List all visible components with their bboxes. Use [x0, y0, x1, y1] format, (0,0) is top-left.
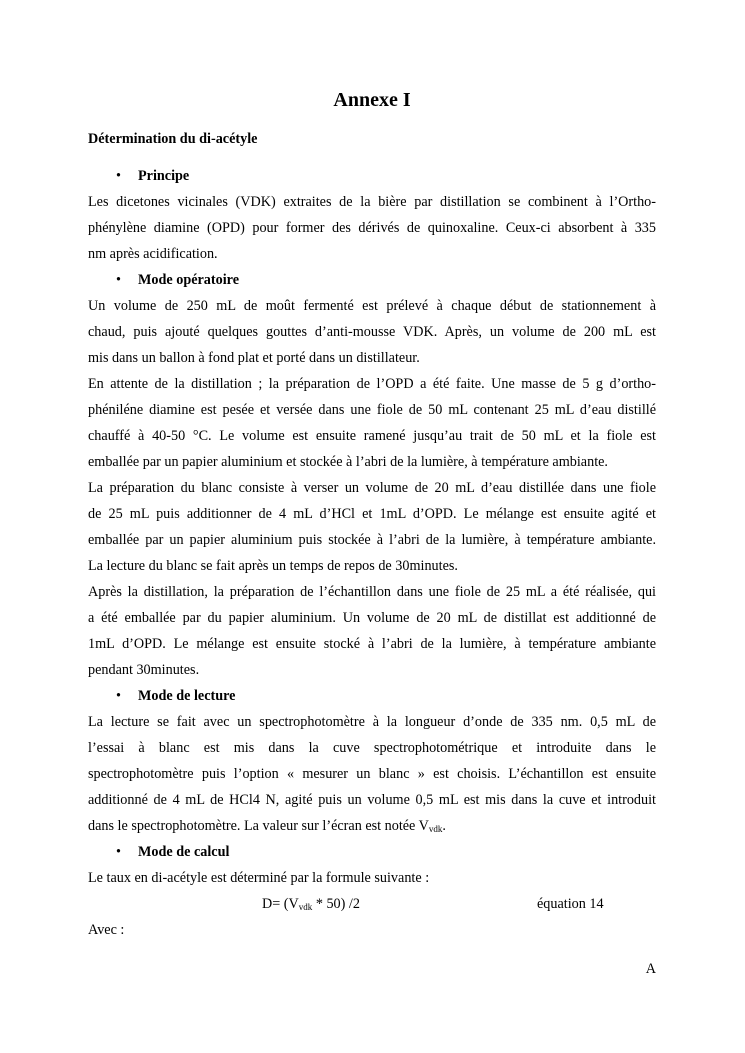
bullet-heading-text: Mode de calcul — [138, 844, 230, 860]
text-line: 1mL d’OPD. Le mélange est ensuite stocké à l’abri de la lumière, à température ambiante — [88, 636, 656, 652]
paragraph — [88, 579, 656, 683]
equation-formula — [262, 891, 360, 917]
paragraph — [88, 709, 656, 839]
formula-prefix: D= (V — [262, 896, 299, 912]
bullet-heading-text: Mode opératoire — [138, 272, 239, 288]
paragraph — [88, 189, 656, 267]
text-line: nm après acidification. — [88, 246, 218, 262]
document-body — [88, 163, 656, 891]
bullet-heading — [88, 839, 656, 865]
text-line: a été emballée par du papier aluminium. Un volume de 20 mL de distillat est additionné de — [88, 610, 656, 626]
paragraph — [88, 371, 656, 475]
text-line: chauffé à 40-50 °C. Le volume est ensuite ramené jusqu’au trait de 50 mL et la fiole est — [88, 428, 656, 444]
text-line: pendant 30minutes. — [88, 662, 200, 678]
page-number: A — [645, 961, 656, 977]
text-line: phéniléne diamine est pesée et versée dans une fiole de 50 mL contenant 25 mL d’eau distillé — [88, 402, 656, 418]
formula-subscript: vdk — [298, 902, 313, 912]
bullet-heading — [88, 163, 656, 189]
paragraph — [88, 865, 656, 891]
bullet-heading — [88, 267, 656, 293]
avec-label: Avec : — [88, 922, 125, 938]
bullet-heading — [88, 683, 656, 709]
formula-suffix: * 50) /2 — [312, 896, 360, 912]
text-line: chaud, puis ajouté quelques gouttes d’anti-mousse VDK. Après, un volume de 200 mL est — [88, 324, 656, 340]
subscript: vdk — [428, 824, 443, 834]
bullet-icon: • — [116, 272, 121, 288]
document-page — [88, 87, 656, 982]
text-line: emballée par un papier aluminium puis stockée à l’abri de la lumière, à température ambiante. — [88, 532, 656, 548]
text-line: l’essai à blanc est mis dans la cuve spectrophotométrique et introduite dans le — [88, 740, 656, 756]
text-line: Les dicetones vicinales (VDK) extraites de la bière par distillation se combinent à l’Ortho- — [88, 194, 656, 210]
text-line: Après la distillation, la préparation de l’échantillon dans une fiole de 25 mL a été réalisée, qui — [88, 584, 656, 600]
text-line: La lecture du blanc se fait après un temps de repos de 30minutes. — [88, 558, 458, 574]
text-segment: . — [442, 818, 446, 834]
text-line: spectrophotomètre puis l’option « mesurer un blanc » est choisis. L’échantillon est ensuite — [88, 766, 656, 782]
text-line — [88, 813, 656, 839]
bullet-icon: • — [116, 844, 121, 860]
text-line: emballée par un papier aluminium et stockée à l’abri de la lumière, à température ambiante. — [88, 454, 608, 470]
text-line: En attente de la distillation ; la préparation de l’OPD a été faite. Une masse de 5 g d’ortho- — [88, 376, 656, 392]
text-line: phénylène diamine (OPD) pour former des dérivés de quinoxaline. Ceux-ci absorbent à 335 — [88, 220, 656, 236]
page-title: Annexe I — [333, 89, 411, 111]
text-line: de 25 mL puis additionner de 4 mL d’HCl et 1mL d’OPD. Le mélange est ensuite agité et — [88, 506, 656, 522]
bullet-heading-text: Mode de lecture — [138, 688, 236, 704]
bullet-heading-text: Principe — [138, 168, 190, 184]
equation-label: équation 14 — [537, 896, 604, 912]
equation-line — [88, 891, 656, 917]
bullet-icon: • — [116, 688, 121, 704]
section-heading: Détermination du di-acétyle — [88, 131, 258, 147]
text-segment: dans le spectrophotomètre. La valeur sur l’écran est notée V — [88, 818, 429, 834]
text-line: La lecture se fait avec un spectrophotomètre à la longueur d’onde de 335 nm. 0,5 mL de — [88, 714, 656, 730]
text-line: La préparation du blanc consiste à verser un volume de 20 mL d’eau distillée dans une fiole — [88, 480, 656, 496]
text-line: Un volume de 250 mL de moût fermenté est prélevé à chaque début de stationnement à — [88, 298, 656, 314]
bullet-icon: • — [116, 168, 121, 184]
text-line: Le taux en di-acétyle est déterminé par la formule suivante : — [88, 870, 430, 886]
text-line: additionné de 4 mL de HCl4 N, agité puis un volume 0,5 mL est mis dans la cuve et introduit — [88, 792, 656, 808]
text-line: mis dans un ballon à fond plat et porté dans un distillateur. — [88, 350, 420, 366]
paragraph — [88, 475, 656, 579]
paragraph — [88, 293, 656, 371]
